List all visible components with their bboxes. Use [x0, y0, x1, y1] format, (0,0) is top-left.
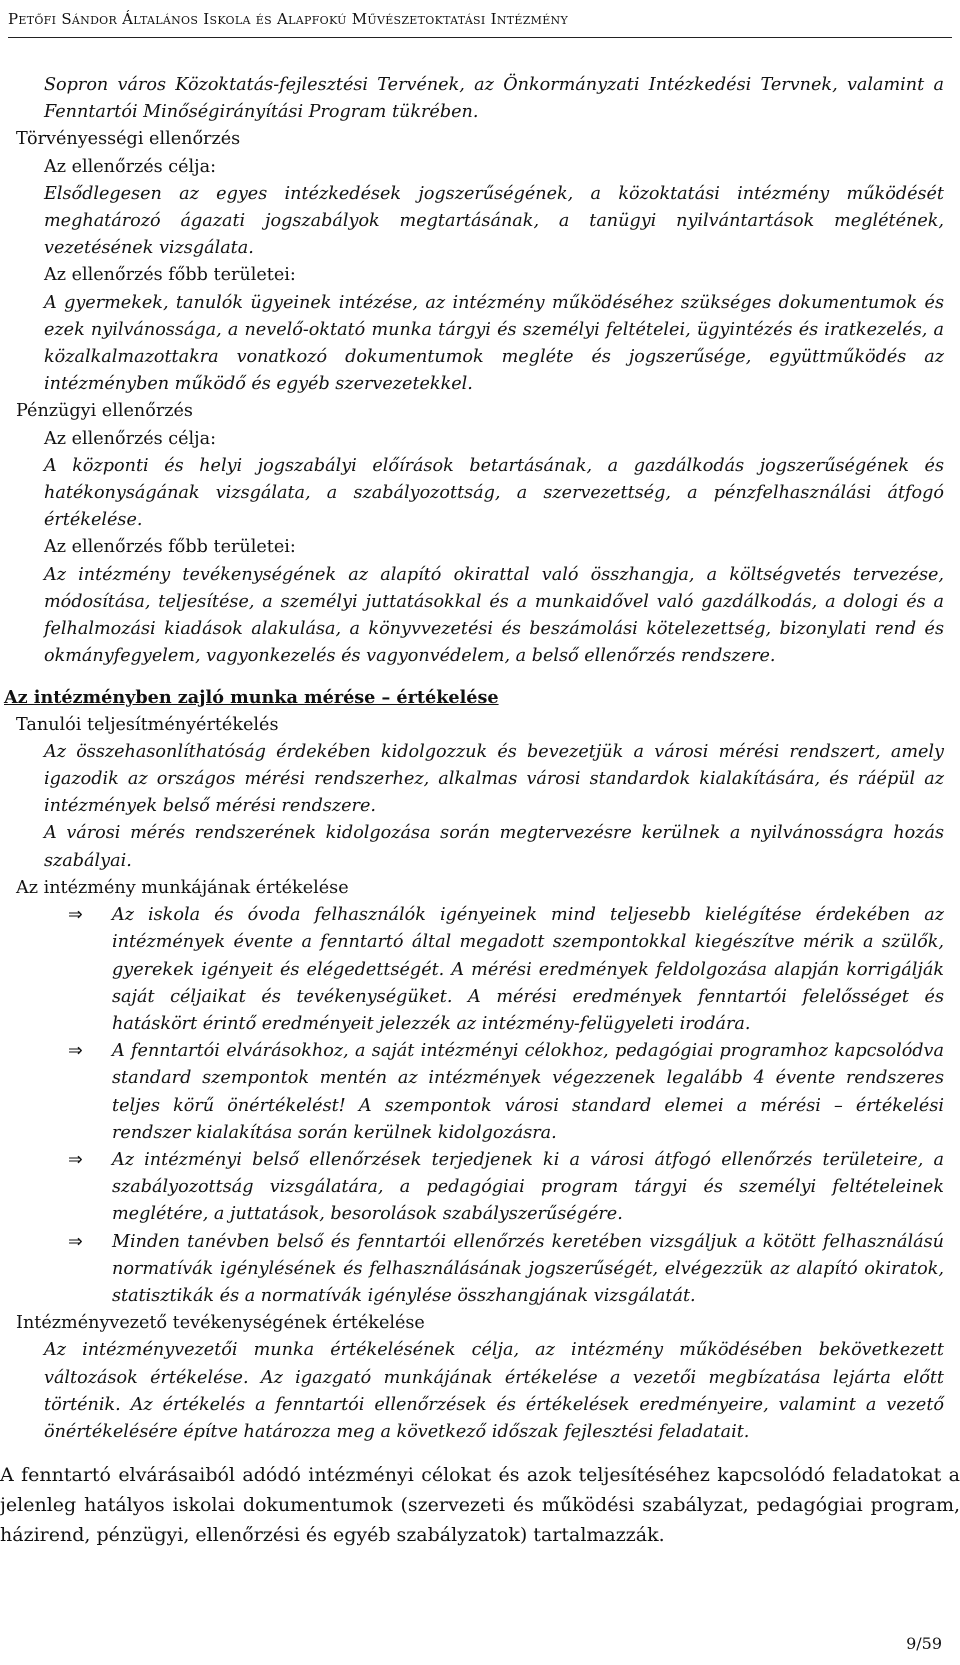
measurement-section-title: Az intézményben zajló munka mérése – értékelése	[4, 687, 499, 709]
student-eval-title: Tanulói teljesítményértékelés	[16, 714, 279, 735]
page-number: 9/59	[906, 1633, 942, 1653]
legal-areas-text: A gyermekek, tanulók ügyeinek intézése, az intézmény működéséhez szükséges dokumentumok és ezek nyilvánossága, a nevelő-oktató munka tárgyi és személyi feltételei, ügyintézés és iratkezelés, a közalkalmazottakra vonatkozó dokumentumok megléte és jogszerűsége, együttműködés az intézményben működő és egyéb szervezetekkel.	[44, 292, 944, 395]
list-item	[68, 1229, 944, 1311]
double-arrow-icon: ⇒	[68, 1041, 83, 1062]
double-arrow-icon: ⇒	[68, 905, 83, 926]
page-header: Petőfi Sándor Általános Iskola és Alapfokú Művészetoktatási Intézmény	[8, 6, 952, 38]
financial-areas-label: Az ellenőrzés főbb területei:	[44, 537, 296, 558]
financial-control-title: Pénzügyi ellenőrzés	[16, 401, 193, 422]
document-body	[0, 72, 960, 1550]
list-item-text: Az iskola és óvoda felhasználók igényeinek mind teljesebb kielégítése érdekében az intézmények évente a fenntartó által megadott szempontokkal kiegészítve mérik a szülők, gyerekek igényeit és elégedettségét. A mérési eredmények feldolgozása alapján korrigálják saját céljaikat és tevékenységüket. A mérési eredmények fenntartói felelősséget és hatáskört érintő eredményeit jelezzék az intézmény-felügyeleti irodára.	[112, 905, 944, 1034]
financial-goal-text: A központi és helyi jogszabályi előírások betartásának, a gazdálkodás jogszerűségének és hatékonyságának vizsgálata, a szabályozottság, a szervezettség, a pénzfelhasználási átfogó értékelése.	[44, 455, 944, 531]
list-item-text: Az intézményi belső ellenőrzések terjedjenek ki a városi átfogó ellenőrzés területeire, a szabályozottság vizsgálatára, a pedagógiai program tárgyi és személyi feltételeinek meglétére, a juttatások, besorolások szabályszerűségére.	[112, 1149, 944, 1225]
financial-areas-text: Az intézmény tevékenységének az alapító okirattal való összhangja, a költségvetés tervezése, módosítása, teljesítése, a személyi juttatásokkal és a munkaidővel való gazdálkodás, a dologi és a felhalmozási kiadások alakulása, a könyvvezetési és beszámolási kötelezettség, bizonylati rend és okmányfegyelem, vagyonkezelés és vagyonvédelem, a belső ellenőrzés rendszere.	[44, 564, 944, 667]
list-item	[68, 1147, 944, 1229]
list-item	[68, 902, 944, 1038]
legal-areas-label: Az ellenőrzés főbb területei:	[44, 265, 296, 286]
student-eval-p2: A városi mérés rendszerének kidolgozása során megtervezésre kerülnek a nyilvánosságra hozás szabályai.	[44, 823, 944, 871]
student-eval-p1: Az összehasonlíthatóság érdekében kidolgozzuk és bevezetjük a városi mérési rendszert, amely igazodik az országos mérési rendszerhez, alkalmas városi standardok kialakítására, és ráépül az intézmények belső mérési rendszere.	[44, 741, 944, 817]
list-item-text: Minden tanévben belső és fenntartói ellenőrzés keretében vizsgáljuk a kötött felhasználású normatívák igénylésének és felhasználásának jogszerűségét, elvégezzük az alapító okiratok, statisztikák és a normatívák igénylése összhangjának vizsgálatát.	[112, 1231, 944, 1306]
financial-goal-label: Az ellenőrzés célja:	[44, 428, 217, 449]
institution-eval-title: Az intézmény munkájának értékelése	[16, 877, 349, 898]
legal-goal-label: Az ellenőrzés célja:	[44, 156, 217, 177]
double-arrow-icon: ⇒	[68, 1231, 83, 1252]
legal-goal-text: Elsődlegesen az egyes intézkedések jogszerűségének, a közoktatási intézmény működését meghatározó ágazati jogszabályok megtartásának, a tanügyi nyilvántartások meglétének, vezetésének vizsgálata.	[44, 183, 944, 259]
double-arrow-icon: ⇒	[68, 1149, 83, 1170]
legal-control-title: Törvényességi ellenőrzés	[16, 129, 241, 150]
intro-paragraph: Sopron város Közoktatás-fejlesztési Tervének, az Önkormányzati Intézkedési Tervnek, valamint a Fenntartói Minőségirányítási Program tükrében.	[44, 75, 944, 123]
head-eval-text: Az intézményvezetői munka értékelésének célja, az intézmény működésében bekövetkezett változások értékelése. Az igazgató munkájának értékelése a vezetői megbízatása lejárta előtt történik. Az értékelés a fenntartói ellenőrzések és értékelések eredményeire, valamint a vezető önértékelésére építve határozza meg a következő időszak fejlesztési feladatait.	[44, 1340, 944, 1442]
list-item-text: A fenntartói elvárásokhoz, a saját intézményi célokhoz, pedagógiai programhoz kapcsolódva standard szempontok mentén az intézmények végezzenek legalább 4 évente rendszeres teljes körű önértékelést! A szempontok városi standard elemei a mérési – értékelési rendszer kialakítása során kerülnek kidolgozásra.	[112, 1041, 944, 1143]
list-item	[68, 1038, 944, 1147]
closing-paragraph: A fenntartó elvárásaiból adódó intézményi célokat és azok teljesítéséhez kapcsolódó feladatokat a jelenleg hatályos iskolai dokumentumok (szervezeti és működési szabályzat, pedagógiai program, házirend, pénzügyi, ellenőrzési és egyéb szabályzatok) tartalmazzák.	[0, 1464, 960, 1547]
head-eval-title: Intézményvezető tevékenységének értékelése	[16, 1313, 425, 1334]
